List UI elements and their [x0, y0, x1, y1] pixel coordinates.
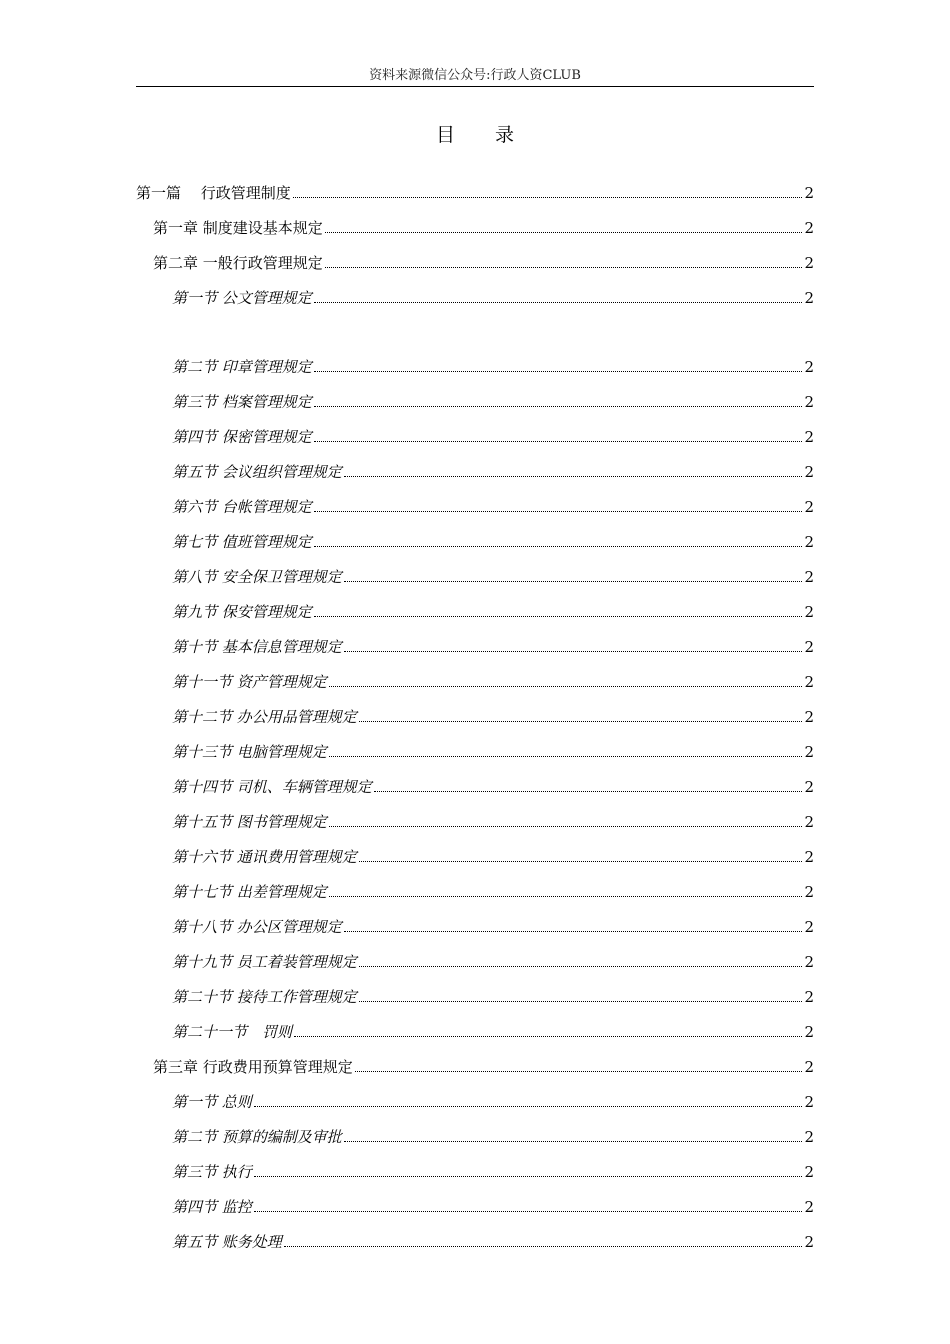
toc-entry-page: 2	[804, 358, 814, 376]
toc-dot-leader	[314, 440, 803, 442]
toc-dot-leader	[344, 475, 803, 477]
toc-entry-page: 2	[804, 568, 814, 586]
toc-entry-label: 第一篇 行政管理制度	[136, 184, 291, 202]
toc-entry-label: 第二节 预算的编制及审批	[172, 1128, 342, 1146]
toc-entry[interactable]	[136, 447, 814, 482]
toc-entry-label: 第十三节 电脑管理规定	[172, 743, 327, 761]
toc-entry-page: 2	[804, 848, 814, 866]
toc-entry-label: 第二章 一般行政管理规定	[153, 254, 323, 272]
toc-title-part2: 录	[495, 124, 515, 146]
toc-entry[interactable]	[136, 203, 814, 238]
toc-entry-page: 2	[804, 883, 814, 901]
toc-dot-leader	[329, 755, 803, 757]
toc-entry-page: 2	[804, 1093, 814, 1111]
toc-entry-page: 2	[804, 813, 814, 831]
toc-title	[0, 120, 950, 147]
toc-entry[interactable]	[136, 867, 814, 902]
toc-entry[interactable]	[136, 342, 814, 377]
toc-entry-page: 2	[804, 743, 814, 761]
toc-dot-leader	[314, 405, 803, 407]
toc-entry[interactable]	[136, 657, 814, 692]
toc-entry-label: 第十八节 办公区管理规定	[172, 918, 342, 936]
toc-entry[interactable]	[136, 1147, 814, 1182]
toc-entry-label: 第三节 执行	[172, 1163, 252, 1181]
toc-dot-leader	[254, 1105, 803, 1107]
toc-entry[interactable]	[136, 377, 814, 412]
toc-entry-label: 第一节 公文管理规定	[172, 289, 312, 307]
toc-entry-label: 第十二节 办公用品管理规定	[172, 708, 357, 726]
toc-entry-label: 第十九节 员工着装管理规定	[172, 953, 357, 971]
toc-entry[interactable]	[136, 412, 814, 447]
toc-dot-leader	[329, 825, 803, 827]
toc-entry-label: 第七节 值班管理规定	[172, 533, 312, 551]
toc-entry-label: 第二十一节 罚则	[172, 1023, 293, 1041]
toc-entry[interactable]	[136, 937, 814, 972]
toc-title-part1: 目	[435, 124, 455, 146]
toc-dot-leader	[314, 370, 803, 372]
toc-entry-label: 第二十节 接待工作管理规定	[172, 988, 357, 1006]
toc-entry-page: 2	[804, 1058, 814, 1076]
toc-entry[interactable]	[136, 1007, 814, 1042]
toc-entry-label: 第一章 制度建设基本规定	[153, 219, 323, 237]
toc-entry[interactable]	[136, 273, 814, 308]
toc-entry[interactable]	[136, 1042, 814, 1077]
toc-dot-leader	[355, 1070, 803, 1072]
toc-entry-label: 第十七节 出差管理规定	[172, 883, 327, 901]
toc-entry-label: 第五节 账务处理	[172, 1233, 282, 1251]
toc-dot-leader	[359, 860, 803, 862]
toc-entry-page: 2	[804, 1198, 814, 1216]
toc-entry-page: 2	[804, 1233, 814, 1251]
toc-dot-leader	[374, 790, 803, 792]
toc-entry-page: 2	[804, 1128, 814, 1146]
toc-entry[interactable]	[136, 238, 814, 273]
toc-dot-leader	[344, 650, 803, 652]
toc-entry-page: 2	[804, 219, 814, 237]
toc-entry-label: 第四节 监控	[172, 1198, 252, 1216]
toc-entry-label: 第六节 台帐管理规定	[172, 498, 312, 516]
toc-entry-label: 第十节 基本信息管理规定	[172, 638, 342, 656]
toc-entry-page: 2	[804, 918, 814, 936]
toc-entry-page: 2	[804, 638, 814, 656]
toc-entry-page: 2	[804, 1163, 814, 1181]
toc-entry-label: 第二节 印章管理规定	[172, 358, 312, 376]
header-text: 资料来源微信公众号:行政人资CLUB	[369, 68, 581, 83]
toc-entry-page: 2	[804, 953, 814, 971]
toc-dot-leader	[294, 1035, 802, 1037]
toc-dot-leader	[254, 1210, 803, 1212]
toc-entry-page: 2	[804, 673, 814, 691]
toc-entry-page: 2	[804, 428, 814, 446]
toc-entry[interactable]	[136, 797, 814, 832]
toc-entry-page: 2	[804, 1023, 814, 1041]
toc-entry-page: 2	[804, 498, 814, 516]
toc-entry[interactable]	[136, 832, 814, 867]
toc-entry-label: 第三章 行政费用预算管理规定	[153, 1058, 353, 1076]
toc-entry[interactable]	[136, 552, 814, 587]
toc-entry-label: 第一节 总则	[172, 1093, 252, 1111]
toc-dot-leader	[314, 545, 803, 547]
toc-entry-label: 第五节 会议组织管理规定	[172, 463, 342, 481]
toc-dot-leader	[325, 266, 803, 268]
toc-entry[interactable]	[136, 1217, 814, 1252]
toc-entry-page: 2	[804, 184, 814, 202]
toc-entry-page: 2	[804, 603, 814, 621]
toc-dot-leader	[293, 196, 803, 198]
toc-dot-leader	[254, 1175, 803, 1177]
toc-entry-page: 2	[804, 254, 814, 272]
toc-entry-label: 第十六节 通讯费用管理规定	[172, 848, 357, 866]
toc-entry[interactable]	[136, 972, 814, 1007]
toc-dot-leader	[359, 720, 803, 722]
toc-entry-page: 2	[804, 289, 814, 307]
toc-entry-label: 第十四节 司机、车辆管理规定	[172, 778, 372, 796]
toc-entry[interactable]	[136, 517, 814, 552]
toc-entry-page: 2	[804, 778, 814, 796]
toc-dot-leader	[284, 1245, 803, 1247]
toc-entry[interactable]	[136, 727, 814, 762]
toc-entry-page: 2	[804, 393, 814, 411]
toc-dot-leader	[359, 1000, 803, 1002]
toc-entry[interactable]	[136, 1182, 814, 1217]
toc-entry-label: 第十五节 图书管理规定	[172, 813, 327, 831]
toc-entry[interactable]	[136, 762, 814, 797]
toc-dot-leader	[314, 615, 803, 617]
toc-dot-leader	[325, 231, 803, 233]
toc-dot-leader	[329, 895, 803, 897]
toc-entry-page: 2	[804, 533, 814, 551]
toc-entry[interactable]	[136, 587, 814, 622]
toc-entry-page: 2	[804, 463, 814, 481]
toc-entry-page: 2	[804, 708, 814, 726]
toc-entry-page: 2	[804, 988, 814, 1006]
page-header	[136, 66, 814, 87]
toc-entry[interactable]	[136, 692, 814, 727]
toc-entry-label: 第四节 保密管理规定	[172, 428, 312, 446]
toc-dot-leader	[359, 965, 803, 967]
toc-entry[interactable]	[136, 1077, 814, 1112]
toc-dot-leader	[344, 1140, 803, 1142]
toc-entry[interactable]	[136, 482, 814, 517]
toc-dot-leader	[314, 301, 803, 303]
toc-dot-leader	[344, 930, 803, 932]
toc-dot-leader	[329, 685, 803, 687]
table-of-contents	[136, 168, 814, 1252]
toc-entry[interactable]	[136, 622, 814, 657]
toc-entry-label: 第九节 保安管理规定	[172, 603, 312, 621]
toc-entry[interactable]	[136, 168, 814, 203]
toc-entry-label: 第三节 档案管理规定	[172, 393, 312, 411]
toc-entry-label: 第八节 安全保卫管理规定	[172, 568, 342, 586]
toc-entry-label: 第十一节 资产管理规定	[172, 673, 327, 691]
toc-entry[interactable]	[136, 902, 814, 937]
toc-dot-leader	[314, 510, 803, 512]
toc-dot-leader	[344, 580, 803, 582]
toc-entry[interactable]	[136, 1112, 814, 1147]
